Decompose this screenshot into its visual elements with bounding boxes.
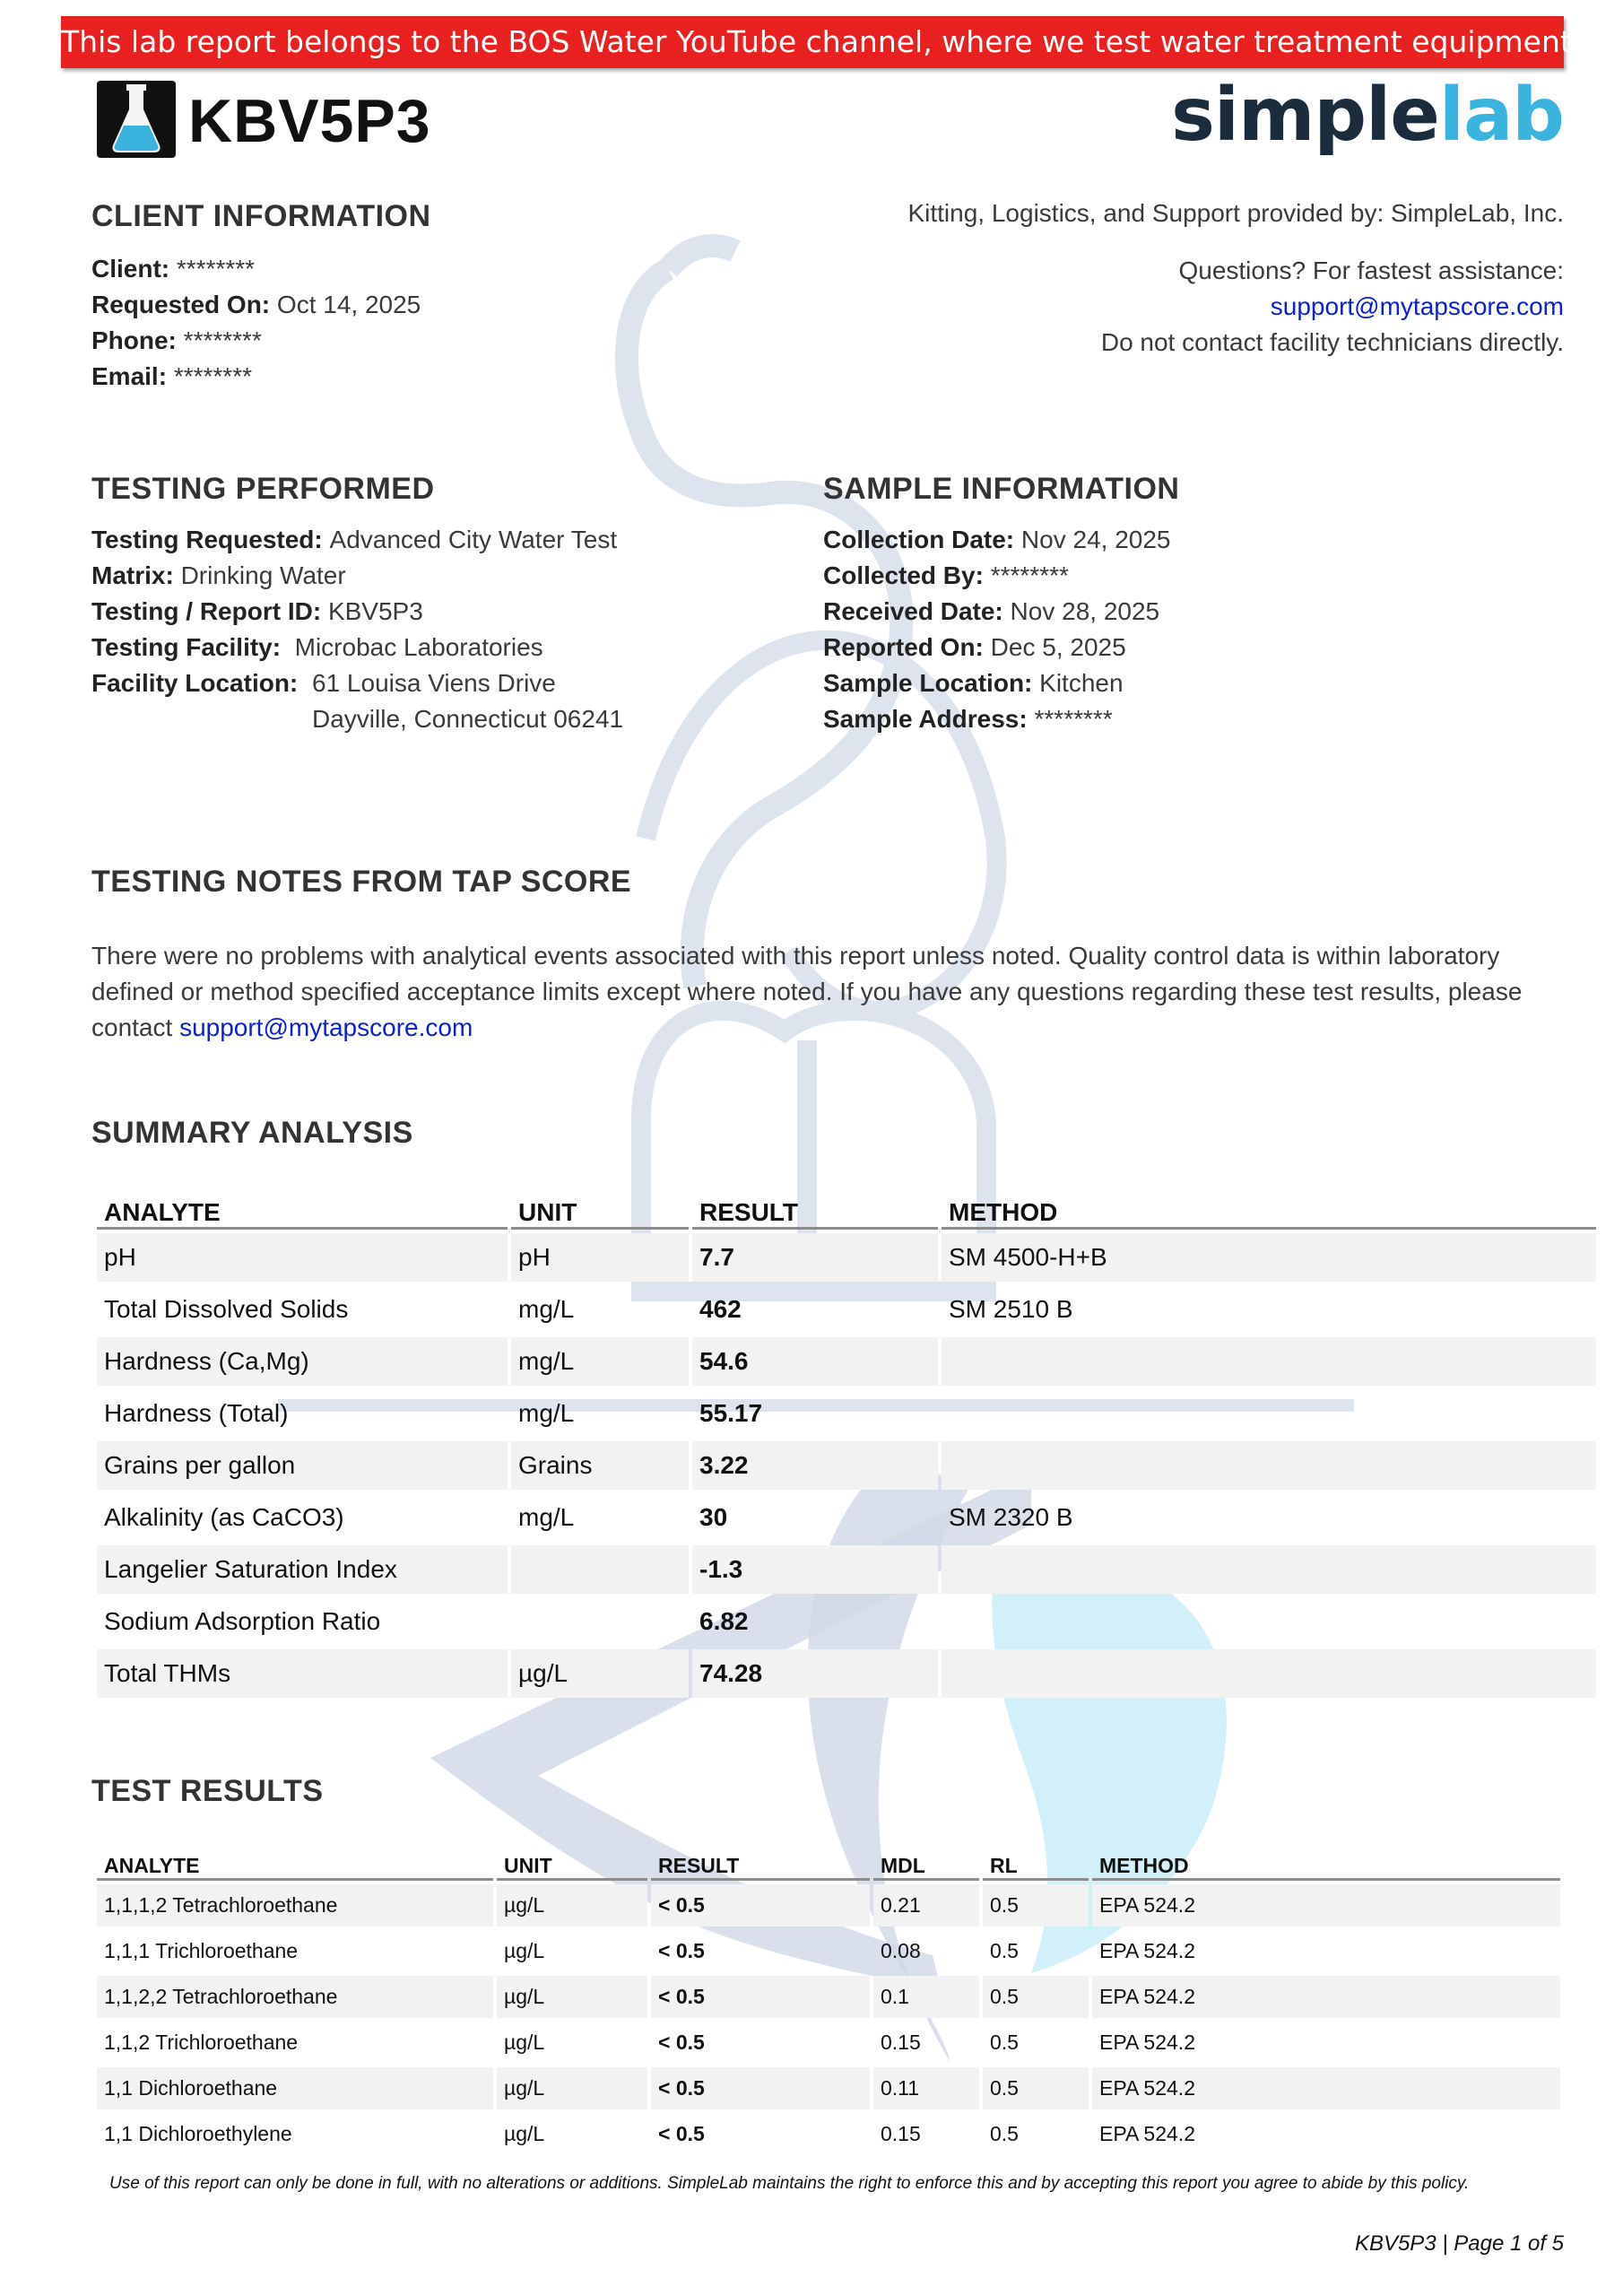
- mdl-cell: 0.15: [881, 2031, 921, 2054]
- unit-cell: Grains: [511, 1441, 689, 1490]
- unit-cell: mg/L: [511, 1337, 689, 1386]
- collection-date-label: Collection Date:: [823, 526, 1015, 553]
- results-header-row: [97, 1842, 1560, 1881]
- table-row: [97, 1441, 1596, 1490]
- table-row: [97, 1976, 1560, 2018]
- rl-cell: 0.5: [990, 2122, 1019, 2145]
- simplelab-logo: [1171, 66, 1564, 165]
- channel-banner: This lab report belongs to the BOS Water YouTube channel, where we test water treatment equipment.: [61, 16, 1564, 68]
- email-value: ********: [173, 362, 252, 390]
- sample-information-heading: SAMPLE INFORMATION: [823, 472, 1180, 506]
- page-number: KBV5P3 | Page 1 of 5: [1354, 2231, 1564, 2256]
- no-contact-text: Do not contact facility technicians directly.: [1100, 328, 1564, 356]
- analyte-cell: Sodium Adsorption Ratio: [104, 1607, 381, 1635]
- table-row: [97, 1389, 1596, 1438]
- table-row: [97, 2022, 1560, 2064]
- test-results-heading: TEST RESULTS: [91, 1774, 324, 1808]
- report-id-title: KBV5P3: [188, 87, 431, 155]
- analyte-cell: Hardness (Ca,Mg): [97, 1337, 508, 1386]
- facility-location-label: Facility Location:: [91, 669, 299, 697]
- client-value: ********: [176, 255, 256, 283]
- analyte-cell: 1,1,1 Trichloroethane: [104, 1939, 299, 1962]
- brand-part-lab: lab: [1438, 73, 1564, 158]
- method-cell: EPA 524.2: [1092, 2067, 1560, 2109]
- table-row: [97, 1545, 1596, 1594]
- result-cell: 30: [699, 1503, 728, 1531]
- mdl-cell: 0.1: [873, 1976, 979, 2018]
- unit-cell: µg/L: [497, 1976, 647, 2018]
- result-cell: 54.6: [692, 1337, 938, 1386]
- analyte-cell: 1,1 Dichloroethane: [97, 2067, 493, 2109]
- table-row: [97, 2113, 1560, 2155]
- testing-notes-heading: TESTING NOTES FROM TAP SCORE: [91, 865, 632, 899]
- table-row: [97, 1493, 1596, 1542]
- unit-cell: mg/L: [518, 1503, 575, 1531]
- analyte-cell: Langelier Saturation Index: [97, 1545, 508, 1594]
- sample-location-value: Kitchen: [1039, 669, 1124, 697]
- testing-facility-label: Testing Facility:: [91, 633, 282, 661]
- notes-line-3: contact: [91, 1013, 173, 1041]
- result-cell: 6.82: [699, 1607, 749, 1635]
- analyte-cell: 1,1,2 Trichloroethane: [104, 2031, 299, 2054]
- result-cell: < 0.5: [651, 1976, 870, 2018]
- results-col-method: METHOD: [1092, 1842, 1560, 1881]
- received-date-label: Received Date:: [823, 597, 1003, 625]
- table-row: [97, 1649, 1596, 1698]
- unit-cell: µg/L: [504, 2031, 545, 2054]
- results-col-unit: UNIT: [497, 1842, 647, 1881]
- rl-cell: 0.5: [983, 1976, 1089, 2018]
- result-cell: 7.7: [692, 1233, 938, 1282]
- method-cell: [942, 1649, 1596, 1698]
- requested-label: Requested On:: [91, 291, 271, 318]
- flask-logo-icon: [97, 81, 176, 158]
- report-id-value: KBV5P3: [327, 597, 423, 625]
- test-results-table: [93, 1839, 1564, 2159]
- sample-address-value: ********: [1034, 705, 1113, 733]
- collection-date-value: Nov 24, 2025: [1020, 526, 1171, 553]
- rl-cell: 0.5: [983, 1884, 1089, 1926]
- analyte-cell: Total Dissolved Solids: [104, 1295, 349, 1323]
- analyte-cell: pH: [97, 1233, 508, 1282]
- results-col-rl: RL: [983, 1842, 1089, 1881]
- table-row: [97, 1884, 1560, 1926]
- testing-performed-heading: TESTING PERFORMED: [91, 472, 435, 506]
- rl-cell: 0.5: [983, 2067, 1089, 2109]
- rl-cell: 0.5: [990, 2031, 1019, 2054]
- results-col-analyte: ANALYTE: [97, 1842, 493, 1881]
- reported-on-value: Dec 5, 2025: [990, 633, 1126, 661]
- email-label: Email:: [91, 362, 168, 390]
- report-id-label: Testing / Report ID:: [91, 597, 322, 625]
- result-cell: < 0.5: [651, 1884, 870, 1926]
- method-cell: SM 2510 B: [949, 1295, 1073, 1323]
- summary-col-unit: UNIT: [511, 1184, 689, 1230]
- matrix-label: Matrix:: [91, 561, 174, 589]
- table-row: [97, 2067, 1560, 2109]
- client-label: Client:: [91, 255, 170, 283]
- method-cell: [942, 1389, 1596, 1438]
- reported-on-label: Reported On:: [823, 633, 984, 661]
- unit-cell: mg/L: [518, 1399, 575, 1427]
- notes-line-2: defined or method specified acceptance limits except where noted. If you have any questions regarding these test results, please: [91, 978, 1523, 1005]
- support-email-link[interactable]: support@mytapscore.com: [1270, 292, 1564, 320]
- summary-analysis-heading: SUMMARY ANALYSIS: [91, 1116, 413, 1150]
- table-row: [97, 1930, 1560, 1972]
- sample-information-block: [823, 522, 1171, 737]
- method-cell: SM 2320 B: [949, 1503, 1073, 1531]
- analyte-cell: Total THMs: [97, 1649, 508, 1698]
- summary-col-result: RESULT: [692, 1184, 938, 1230]
- collected-by-label: Collected By:: [823, 561, 984, 589]
- table-row: [97, 1233, 1596, 1282]
- result-cell: 55.17: [699, 1399, 763, 1427]
- result-cell: < 0.5: [658, 2122, 705, 2145]
- unit-cell: µg/L: [497, 2067, 647, 2109]
- testing-performed-block: [91, 522, 623, 737]
- results-col-mdl: MDL: [873, 1842, 979, 1881]
- method-cell: [942, 1597, 1596, 1646]
- mdl-cell: 0.15: [881, 2122, 921, 2145]
- analyte-cell: Hardness (Total): [104, 1399, 289, 1427]
- method-cell: [942, 1337, 1596, 1386]
- summary-header-row: [97, 1184, 1596, 1230]
- support-block: [907, 196, 1564, 361]
- table-row: [97, 1285, 1596, 1334]
- analyte-cell: Grains per gallon: [97, 1441, 508, 1490]
- mdl-cell: 0.21: [873, 1884, 979, 1926]
- kitting-text: Kitting, Logistics, and Support provided by: SimpleLab, Inc.: [907, 199, 1564, 227]
- received-date-value: Nov 28, 2025: [1010, 597, 1160, 625]
- method-cell: SM 4500-H+B: [942, 1233, 1596, 1282]
- result-cell: < 0.5: [658, 1939, 705, 1962]
- method-cell: [942, 1545, 1596, 1594]
- result-cell: 74.28: [692, 1649, 938, 1698]
- method-cell: EPA 524.2: [1092, 1884, 1560, 1926]
- method-cell: EPA 524.2: [1092, 1976, 1560, 2018]
- table-row: [97, 1337, 1596, 1386]
- phone-label: Phone:: [91, 326, 177, 354]
- unit-cell: µg/L: [511, 1649, 689, 1698]
- testing-facility-value: Microbac Laboratories: [294, 633, 543, 661]
- analyte-cell: 1,1,1,2 Tetrachloroethane: [97, 1884, 493, 1926]
- facility-location-line2: Dayville, Connecticut 06241: [312, 705, 624, 733]
- result-cell: 3.22: [692, 1441, 938, 1490]
- testing-requested-value: Advanced City Water Test: [329, 526, 618, 553]
- method-cell: [942, 1441, 1596, 1490]
- matrix-value: Drinking Water: [180, 561, 346, 589]
- method-cell: EPA 524.2: [1099, 2122, 1195, 2145]
- analyte-cell: Alkalinity (as CaCO3): [104, 1503, 344, 1531]
- unit-cell: pH: [511, 1233, 689, 1282]
- mdl-cell: 0.11: [873, 2067, 979, 2109]
- client-information-heading: CLIENT INFORMATION: [91, 199, 431, 233]
- sample-location-label: Sample Location:: [823, 669, 1033, 697]
- unit-cell: mg/L: [518, 1295, 575, 1323]
- facility-location-line1: 61 Louisa Viens Drive: [312, 669, 556, 697]
- notes-line-1: There were no problems with analytical events associated with this report unless noted. Quality control data is within laboratory: [91, 942, 1500, 970]
- unit-cell: [511, 1545, 689, 1594]
- result-cell: < 0.5: [658, 2031, 705, 2054]
- summary-analysis-table: [93, 1180, 1600, 1701]
- questions-text: Questions? For fastest assistance:: [1178, 257, 1564, 284]
- analyte-cell: 1,1 Dichloroethylene: [104, 2122, 292, 2145]
- unit-cell: µg/L: [504, 1939, 545, 1962]
- unit-cell: µg/L: [504, 2122, 545, 2145]
- usage-policy-footer: Use of this report can only be done in full, with no alterations or additions. SimpleLab maintains the right to enforce this and by accepting this report you agree to abide by this policy.: [109, 2174, 1470, 2193]
- collected-by-value: ********: [990, 561, 1069, 589]
- table-row: [97, 1597, 1596, 1646]
- summary-col-analyte: ANALYTE: [97, 1184, 508, 1230]
- result-cell: -1.3: [692, 1545, 938, 1594]
- analyte-cell: 1,1,2,2 Tetrachloroethane: [97, 1976, 493, 2018]
- mdl-cell: 0.08: [881, 1939, 921, 1962]
- sample-address-label: Sample Address:: [823, 705, 1028, 733]
- result-cell: 462: [699, 1295, 742, 1323]
- testing-notes-text: [91, 938, 1562, 1046]
- result-cell: < 0.5: [651, 2067, 870, 2109]
- unit-cell: [511, 1597, 689, 1646]
- method-cell: EPA 524.2: [1099, 1939, 1195, 1962]
- summary-col-method: METHOD: [942, 1184, 1596, 1230]
- testing-requested-label: Testing Requested:: [91, 526, 323, 553]
- method-cell: EPA 524.2: [1099, 2031, 1195, 2054]
- rl-cell: 0.5: [990, 1939, 1019, 1962]
- requested-value: Oct 14, 2025: [276, 291, 421, 318]
- unit-cell: µg/L: [497, 1884, 647, 1926]
- phone-value: ********: [183, 326, 262, 354]
- client-information-block: [91, 251, 421, 395]
- results-col-result: RESULT: [651, 1842, 870, 1881]
- brand-part-simple: simple: [1171, 73, 1439, 158]
- notes-support-email-link[interactable]: support@mytapscore.com: [179, 1013, 473, 1041]
